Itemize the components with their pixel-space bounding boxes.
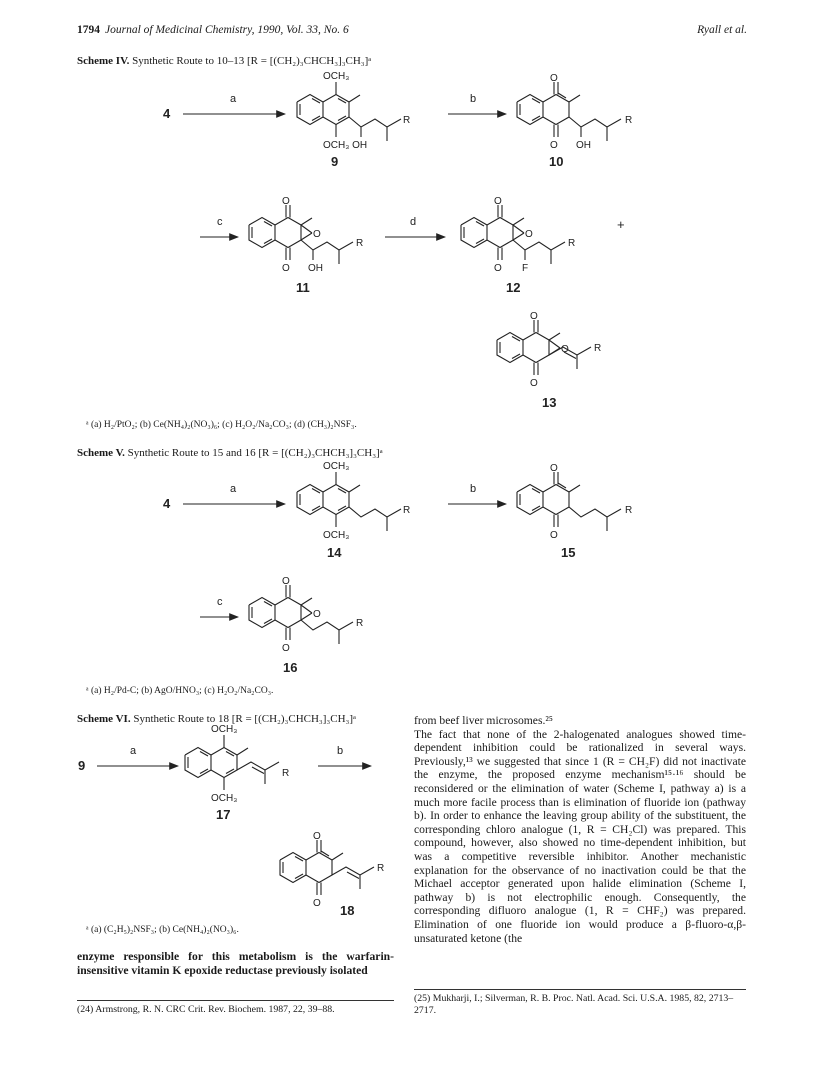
compound-10-label: 10 [549, 154, 564, 169]
scheme-4-plus-sign: + [617, 217, 625, 232]
compound-18-label: 18 [340, 903, 355, 918]
compound-12-r-group: R [568, 238, 576, 249]
compound-16-structure [249, 576, 363, 654]
scheme-5-title: Synthetic Route to 15 and 16 [R = [(CH₂)₃CHCH₃]₃CH₃]ᵃ [127, 447, 383, 459]
compound-16-r-group: R [356, 618, 364, 629]
compound-18-structure [280, 831, 384, 909]
compound-18-r-group: R [377, 863, 385, 874]
compound-11-epoxide-o: O [313, 229, 321, 240]
scheme-4-label: Scheme IV. [77, 55, 130, 67]
compound-15-o-top: O [550, 463, 558, 474]
left-column-text: enzyme responsible for this metabolism is the warfarin-insensitive vitamin K epoxide reductase previously isolated [77, 950, 394, 977]
right-column-text: from beef liver microsomes.²⁵ The fact that none of the 2-halogenated analogues showed time-dependent inhibition could be rationalized in several ways. Previously,¹³ we suggested that since 1 (R = CH₂F) did not inactivate the enzyme, the proposed enzyme mechanism¹⁵·¹⁶ should be reconsidered or the elimination of water (Scheme I, pathway a) is a much more facile process than is elimination of fluoride ion (pathway b). In order to enhance the leaving group ability of the substituent, the corresponding chloro analogue (1, R = CH₂Cl) was prepared. This compound, however, also showed no time-dependent inhibition, but was a competitive reversible inhibitor. Another mechanistic explanation for the observance of no inactivation could be that the Michael acceptor generated upon halide elimination (Scheme I, pathway b) is not electrophilic enough. Consequently, the corresponding difluoro analogue (1, R = CHF₂) was prepared. Elimination of one fluoride ion would produce a β-fluoro-α,β-unsaturated ketone (the [414, 714, 746, 945]
compound-11-oh: OH [308, 263, 323, 274]
scheme-5-footnote: ᵃ (a) H₂/Pd-C; (b) AgO/HNO₃; (c) H₂O₂/Na₂CO₃. [86, 686, 274, 696]
scheme-6-footnote: ᵃ (a) (C₂H₅)₂NSF₃; (b) Ce(NH₄)₂(NO₃)₆. [86, 925, 239, 935]
compound-15-structure [517, 463, 632, 541]
compound-17-och3-top: OCH₃ [211, 724, 238, 735]
scheme-5-step-a: a [230, 483, 237, 495]
reference-25: (25) Mukharji, I.; Silverman, R. B. Proc. Natl. Acad. Sci. U.S.A. 1985, 82, 2713–2717. [414, 993, 734, 1016]
reference-24: (24) Armstrong, R. N. CRC Crit. Rev. Biochem. 1987, 22, 39–88. [77, 1004, 335, 1015]
compound-17-structure [185, 724, 289, 804]
compound-14-och3-bottom: OCH₃ [323, 530, 350, 541]
compound-14-r-group: R [403, 505, 411, 516]
compound-17-och3-bottom: OCH₃ [211, 793, 238, 804]
compound-17-r-group: R [282, 768, 290, 779]
compound-11-label: 11 [296, 280, 310, 295]
page-number: 1794 [77, 24, 100, 36]
scheme-5-reactant: 4 [163, 496, 171, 511]
compound-9-och3-top: OCH₃ [323, 71, 350, 82]
compound-12-label: 12 [506, 280, 521, 295]
compound-11-o-bottom: O [282, 263, 290, 274]
scheme-4-step-b: b [470, 93, 477, 105]
compound-11-r-group: R [356, 238, 364, 249]
compound-14-och3-top: OCH₃ [323, 461, 350, 472]
scheme-6-step-b: b [337, 745, 344, 757]
compound-16-epoxide-o: O [313, 609, 321, 620]
scheme-4-step-c: c [217, 216, 223, 228]
compound-12-epoxide-o: O [525, 229, 533, 240]
scheme-4-reactant: 4 [163, 106, 171, 121]
compound-11-o-top: O [282, 196, 290, 207]
compound-10-o-top: O [550, 73, 558, 84]
right-footnote-rule [414, 989, 746, 990]
compound-10-oh: OH [576, 140, 591, 151]
compound-11-structure [249, 196, 363, 274]
scheme-6-title: Synthetic Route to 18 [R = [(CH₂)₃CHCH₃]₃CH₃]ᵃ [133, 713, 357, 725]
compound-13-r-group: R [594, 343, 602, 354]
compound-10-structure [517, 73, 632, 151]
compound-18-o-bottom: O [313, 898, 321, 909]
scheme-4-footnote: ᵃ (a) H₂/PtO₂; (b) Ce(NH₄)₂(NO₃)₆; (c) H₂O₂/Na₂CO₃; (d) (CH₃)₂NSF₃. [86, 420, 357, 430]
compound-15-o-bottom: O [550, 530, 558, 541]
scheme-5-label: Scheme V. [77, 447, 125, 459]
scheme-4-step-d: d [410, 216, 417, 228]
journal-citation: Journal of Medicinal Chemistry, 1990, Vol. 33, No. 6 [105, 24, 349, 36]
compound-12-o-bottom: O [494, 263, 502, 274]
left-footnote-rule [77, 1000, 394, 1001]
scheme-6-reactant: 9 [78, 758, 86, 773]
compound-16-o-bottom: O [282, 643, 290, 654]
compound-10-o-bottom: O [550, 140, 558, 151]
compound-15-r-group: R [625, 505, 633, 516]
compound-15-label: 15 [561, 545, 576, 560]
compound-9-r-group: R [403, 115, 411, 126]
compound-9-och3-oh: OCH₃ OH [323, 140, 368, 151]
scheme-4-title: Synthetic Route to 10–13 [R = [(CH₂)₃CHCH₃]₃CH₃]ᵃ [132, 55, 372, 67]
compound-13-epoxide-o: O [561, 344, 569, 355]
compound-16-label: 16 [283, 660, 298, 675]
compound-13-o-top: O [530, 311, 538, 322]
compound-16-o-top: O [282, 576, 290, 587]
scheme-6-label: Scheme VI. [77, 713, 131, 725]
compound-9-label: 9 [331, 154, 339, 169]
compound-18-o-top: O [313, 831, 321, 842]
scheme-5-step-b: b [470, 483, 477, 495]
compound-12-fluorine: F [522, 263, 529, 274]
compound-14-label: 14 [327, 545, 342, 560]
scheme-6-step-a: a [130, 745, 137, 757]
running-authors: Ryall et al. [697, 24, 747, 36]
compound-10-r-group: R [625, 115, 633, 126]
compound-9-structure [297, 71, 410, 151]
compound-14-structure [297, 461, 410, 541]
compound-13-o-bottom: O [530, 378, 538, 389]
compound-12-structure [461, 196, 575, 274]
scheme-5-step-c: c [217, 596, 223, 608]
compound-13-structure [497, 311, 601, 389]
scheme-4-step-a: a [230, 93, 237, 105]
compound-12-o-top: O [494, 196, 502, 207]
compound-17-label: 17 [216, 807, 231, 822]
compound-13-label: 13 [542, 395, 557, 410]
